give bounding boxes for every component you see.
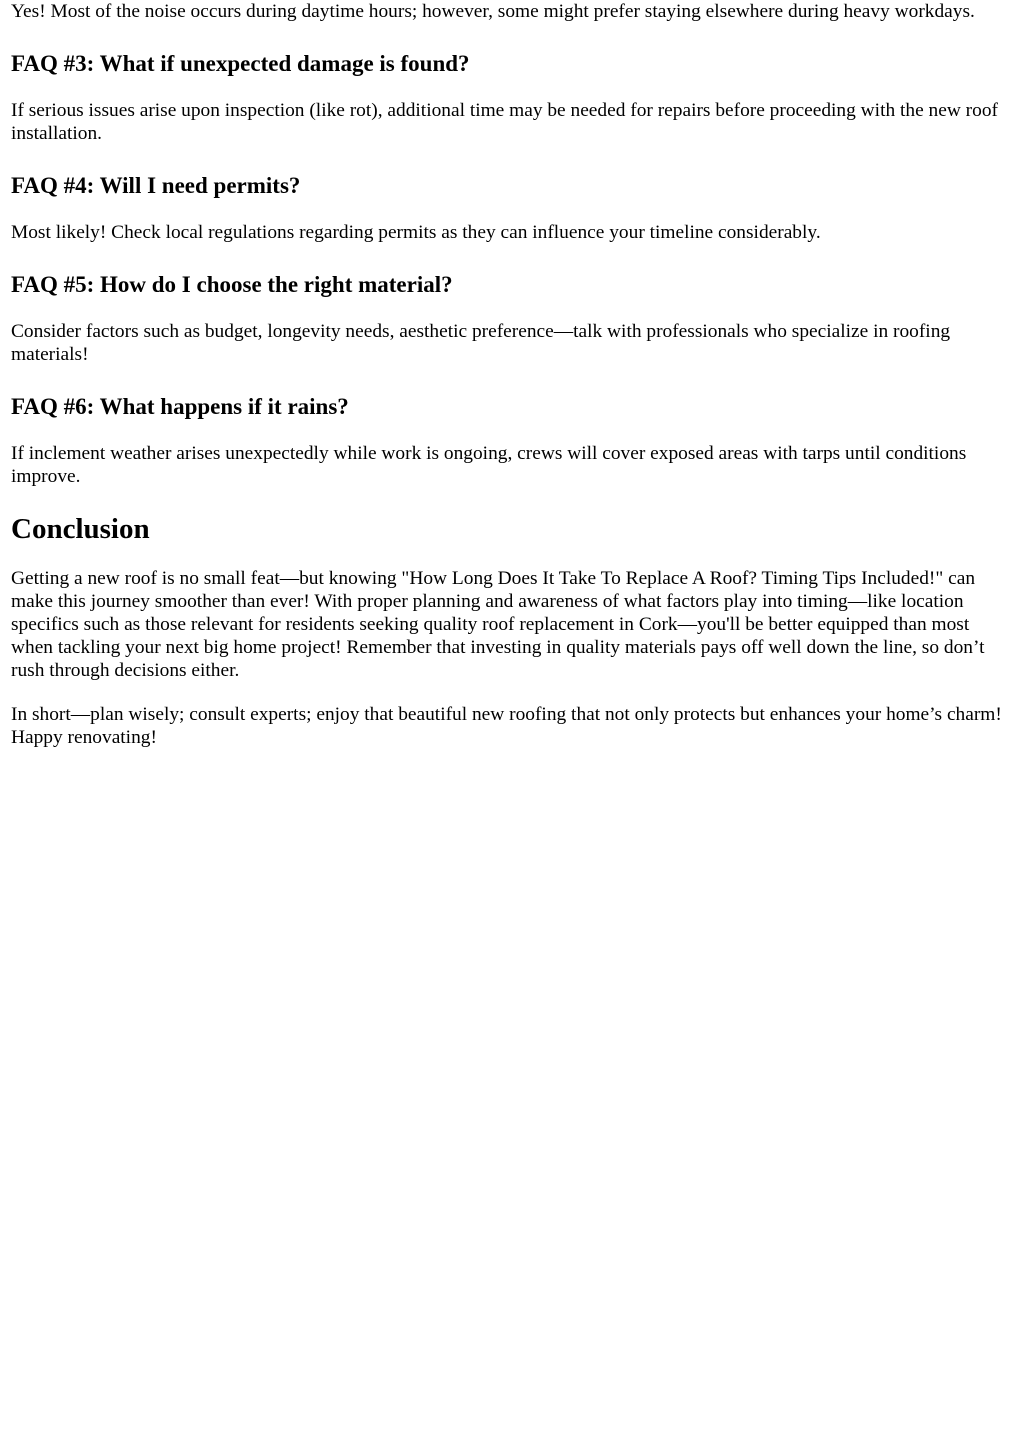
faq6-answer-paragraph: If inclement weather arises unexpectedly while work is ongoing, crews will cover exposed areas with tarps until conditions improve. <box>11 443 967 487</box>
faq4-heading: FAQ #4: Will I need permits? <box>11 173 301 198</box>
faq4-answer-paragraph: Most likely! Check local regulations regarding permits as they can influence your timeline considerably. <box>11 222 821 243</box>
faq5-heading: FAQ #5: How do I choose the right material? <box>11 272 453 297</box>
faq6-heading: FAQ #6: What happens if it rains? <box>11 394 349 419</box>
faq5-answer-paragraph: Consider factors such as budget, longevity needs, aesthetic preference—talk with professionals who specialize in roofing materials! <box>11 321 951 365</box>
faq2-answer-paragraph: Yes! Most of the noise occurs during daytime hours; however, some might prefer staying elsewhere during heavy workdays. <box>11 1 975 22</box>
conclusion-paragraph-1: Getting a new roof is no small feat—but knowing "How Long Does It Take To Replace A Roof? Timing Tips Included!" can make this journey smoother than ever! With proper planning and awareness of what factors play into timing—like location specifics such as those relevant for residents seeking quality roof replacement in Cork—you'll be better equipped than most when tackling your next big home project! Remember that investing in quality materials pays off well down the line, so don’t rush through decisions either. <box>11 568 985 681</box>
conclusion-heading: Conclusion <box>11 513 150 545</box>
faq3-heading: FAQ #3: What if unexpected damage is found? <box>11 51 470 76</box>
faq3-answer-paragraph: If serious issues arise upon inspection (like rot), additional time may be needed for repairs before proceeding with the new roof installation. <box>11 100 998 144</box>
conclusion-paragraph-2: In short—plan wisely; consult experts; enjoy that beautiful new roofing that not only protects but enhances your home’s charm! Happy renovating! <box>11 704 1002 748</box>
